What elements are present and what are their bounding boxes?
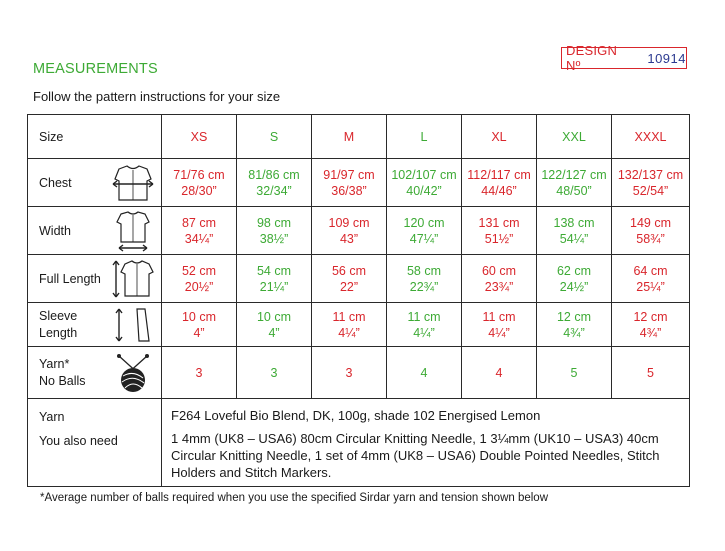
- design-label: DESIGN Nº: [566, 43, 618, 73]
- yarn-ball-icon: [111, 352, 155, 394]
- materials-row: [28, 399, 690, 487]
- size-label: Size: [28, 115, 162, 159]
- measure-cell: 71/76 cm 28/30”: [162, 159, 237, 207]
- size-header: S: [237, 115, 312, 159]
- length-sweater-icon: [111, 258, 155, 300]
- width-sweater-icon: [111, 210, 155, 252]
- size-header: XS: [162, 115, 237, 159]
- yarn-ball-count: 4: [387, 347, 462, 399]
- also-need-description: 1 4mm (UK8 – USA6) 80cm Circular Knitting Needle, 1 3¼mm (UK10 – USA3) 40cm Circular Knitting Needle, 1 set of 4mm (UK8 – USA6) Double Pointed Needles, Stitch Holders and Stitch Markers.: [171, 431, 660, 480]
- full-length-label: Full Length: [39, 271, 101, 286]
- yarn-ball-count: 5: [612, 347, 690, 399]
- footnote: *Average number of balls required when you use the specified Sirdar yarn and tension shown below: [40, 492, 549, 504]
- full-length-row: [28, 255, 690, 303]
- measure-cell: 81/86 cm 32/34”: [237, 159, 312, 207]
- yarn-balls-row: [28, 347, 690, 399]
- measure-cell: 112/117 cm 44/46”: [462, 159, 537, 207]
- size-row: [28, 115, 690, 159]
- yarn-ball-count: 3: [162, 347, 237, 399]
- measure-cell: 138 cm 54¼”: [537, 207, 612, 255]
- measure-cell: 52 cm 20½”: [162, 255, 237, 303]
- sleeve-length-row: [28, 303, 690, 347]
- measure-cell: 11 cm 4¼”: [462, 303, 537, 347]
- design-number: 10914: [647, 50, 686, 66]
- measure-cell: 64 cm 25¼”: [612, 255, 690, 303]
- size-header: XXL: [537, 115, 612, 159]
- measure-cell: 149 cm 58¾”: [612, 207, 690, 255]
- width-row: [28, 207, 690, 255]
- measure-cell: 98 cm 38½”: [237, 207, 312, 255]
- measure-cell: 58 cm 22¾”: [387, 255, 462, 303]
- measurements-heading: MEASUREMENTS: [33, 61, 158, 77]
- design-number-box: [561, 43, 687, 73]
- measure-cell: 91/97 cm 36/38”: [312, 159, 387, 207]
- measure-cell: 56 cm 22”: [312, 255, 387, 303]
- yarn-balls-label: Yarn* No Balls: [39, 356, 86, 388]
- yarn-ball-count: 3: [312, 347, 387, 399]
- size-header: M: [312, 115, 387, 159]
- width-label: Width: [39, 223, 71, 238]
- measure-cell: 10 cm 4”: [162, 303, 237, 347]
- measure-cell: 131 cm 51½”: [462, 207, 537, 255]
- yarn-ball-count: 3: [237, 347, 312, 399]
- size-header: XXXL: [612, 115, 690, 159]
- yarn-ball-count: 4: [462, 347, 537, 399]
- chest-row: [28, 159, 690, 207]
- measure-cell: 12 cm 4¾”: [537, 303, 612, 347]
- measure-cell: 102/107 cm 40/42”: [387, 159, 462, 207]
- yarn-ball-count: 5: [537, 347, 612, 399]
- size-header: XL: [462, 115, 537, 159]
- measure-cell: 10 cm 4”: [237, 303, 312, 347]
- you-also-need-label: You also need: [39, 434, 118, 448]
- measure-cell: 120 cm 47¼”: [387, 207, 462, 255]
- sleeve-length-label: Sleeve Length: [39, 308, 78, 340]
- chest-label: Chest: [39, 175, 72, 190]
- measure-cell: 11 cm 4¼”: [312, 303, 387, 347]
- yarn-label: Yarn: [39, 410, 65, 424]
- measure-cell: 62 cm 24½”: [537, 255, 612, 303]
- chest-sweater-icon: [111, 163, 155, 203]
- measure-cell: 60 cm 23¾”: [462, 255, 537, 303]
- measure-cell: 54 cm 21¼”: [237, 255, 312, 303]
- measure-cell: 87 cm 34¼”: [162, 207, 237, 255]
- measurements-table: [27, 114, 690, 487]
- yarn-description: F264 Loveful Bio Blend, DK, 100g, shade 102 Energised Lemon: [171, 408, 541, 423]
- measure-cell: 132/137 cm 52/54”: [612, 159, 690, 207]
- sleeve-icon: [111, 305, 155, 345]
- measure-cell: 11 cm 4¼”: [387, 303, 462, 347]
- size-header: L: [387, 115, 462, 159]
- measure-cell: 12 cm 4¾”: [612, 303, 690, 347]
- measure-cell: 122/127 cm 48/50”: [537, 159, 612, 207]
- measure-cell: 109 cm 43”: [312, 207, 387, 255]
- instructions-subheading: Follow the pattern instructions for your size: [33, 89, 281, 104]
